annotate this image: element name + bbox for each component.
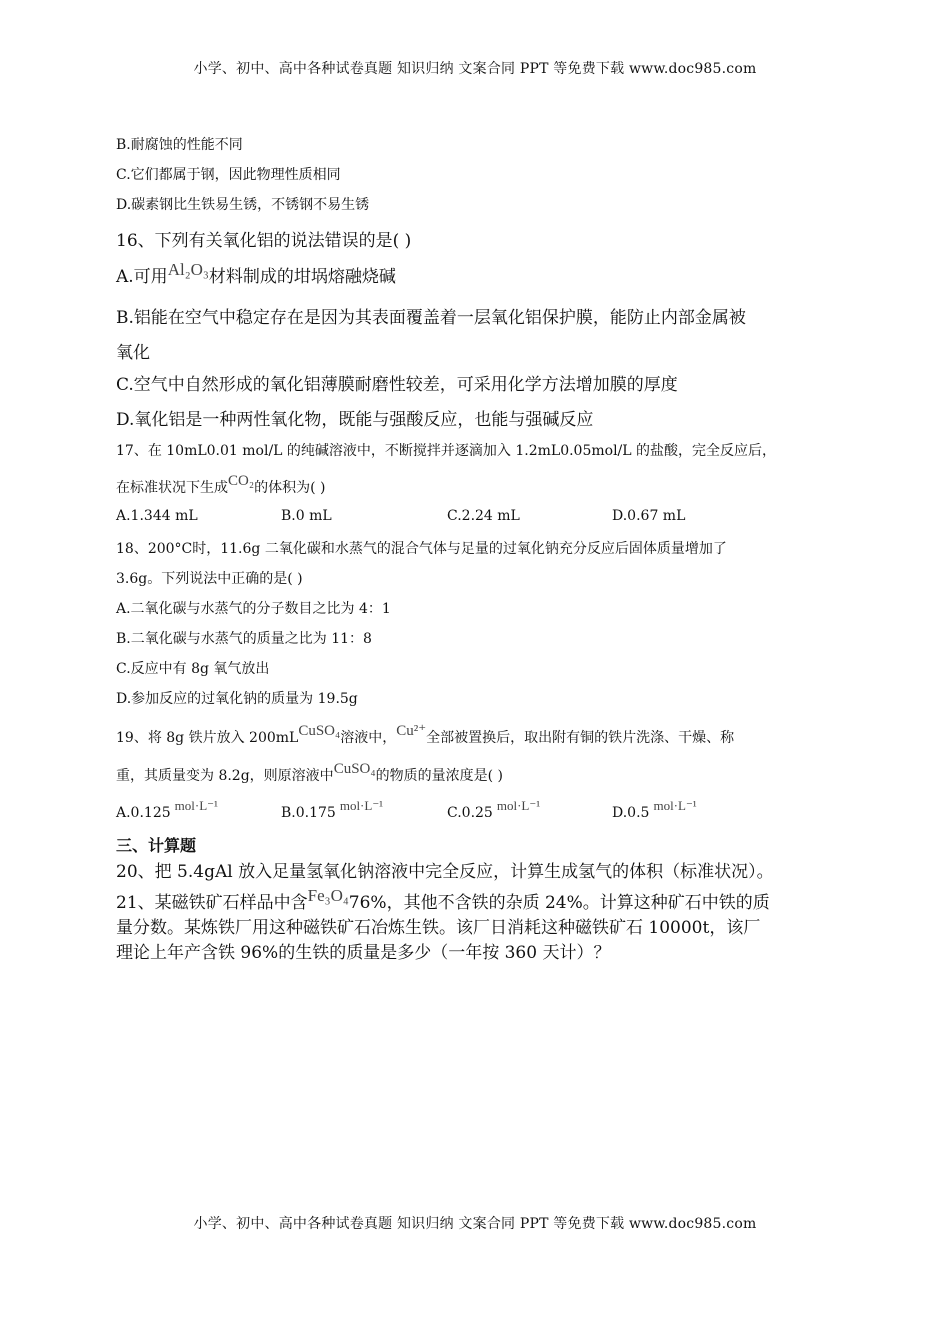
q17-option-a: A.1.344 mL bbox=[116, 508, 198, 524]
q18-option-a: A.二氧化碳与水蒸气的分子数目之比为 4：1 bbox=[116, 601, 391, 617]
q19-text-5: 的物质的量浓度是( ) bbox=[375, 768, 503, 784]
q19-option-a-value: A.0.125 bbox=[116, 805, 171, 821]
q16-option-d: D.氧化铝是一种两性氧化物，既能与强酸反应，也能与强碱反应 bbox=[116, 410, 594, 430]
q18-option-b: B.二氧化碳与水蒸气的质量之比为 11：8 bbox=[116, 631, 372, 647]
page-footer: 小学、初中、高中各种试卷真题 知识归纳 文案合同 PPT 等免费下载 www.doc985.com bbox=[193, 1216, 757, 1232]
q17-line2 bbox=[116, 473, 326, 497]
q17-option-d: D.0.67 mL bbox=[612, 508, 686, 524]
q21-text-1: 21、某磁铁矿石样品中含 bbox=[116, 893, 308, 913]
section-title-calculation: 三、计算题 bbox=[116, 836, 197, 855]
q18-option-c: C.反应中有 8g 氧气放出 bbox=[116, 661, 270, 677]
q18-line2: 3.6g。下列说法中正确的是( ) bbox=[116, 571, 303, 587]
q19-option-c bbox=[447, 798, 541, 821]
q19-unit-d: mol·L⁻¹ bbox=[653, 798, 697, 813]
q19-text-2: 溶液中， bbox=[340, 730, 397, 746]
q20-text: 20、把 5.4gAl 放入足量氢氧化钠溶液中完全反应，计算生成氢气的体积（标准状况）。 bbox=[116, 862, 774, 882]
cuso4-formula-2: CuSO₄ bbox=[333, 761, 376, 777]
q17-option-c: C.2.24 mL bbox=[447, 508, 520, 524]
q19-line2 bbox=[116, 761, 503, 785]
q17-line1: 17、在 10mL0.01 mol/L 的纯碱溶液中，不断搅拌并逐滴加入 1.2mL0.05mol/L 的盐酸，完全反应后， bbox=[116, 443, 777, 459]
al2o3-formula: Al₂O₃ bbox=[167, 260, 209, 279]
q21-line2: 量分数。某炼铁厂用这种磁铁矿石冶炼生铁。该厂日消耗这种磁铁矿石 10000t，该厂 bbox=[116, 918, 761, 938]
co2-formula: CO₂ bbox=[228, 473, 255, 489]
q19-option-c-value: C.0.25 bbox=[447, 805, 493, 821]
q19-text-4: 重，其质量变为 8.2g，则原溶液中 bbox=[116, 768, 334, 784]
q19-text-1: 19、将 8g 铁片放入 200mL bbox=[116, 730, 299, 746]
q16-option-b-line1: B.铝能在空气中稳定存在是因为其表面覆盖着一层氧化铝保护膜，能防止内部金属被 bbox=[116, 308, 746, 328]
q16-option-c: C.空气中自然形成的氧化铝薄膜耐磨性较差，可采用化学方法增加膜的厚度 bbox=[116, 375, 678, 395]
q16-option-b-line2: 氧化 bbox=[116, 343, 150, 363]
q15-option-d: D.碳素钢比生铁易生锈，不锈钢不易生锈 bbox=[116, 197, 370, 213]
q18-line1: 18、200°C时，11.6g 二氧化碳和水蒸气的混合气体与足量的过氧化钠充分反应后固体质量增加了 bbox=[116, 541, 727, 557]
q19-unit-c: mol·L⁻¹ bbox=[496, 798, 541, 813]
q19-option-b-value: B.0.175 bbox=[281, 805, 336, 821]
q17-option-b: B.0 mL bbox=[281, 508, 332, 524]
q19-unit-a: mol·L⁻¹ bbox=[174, 798, 218, 813]
q17-line2-prefix: 在标准状况下生成 bbox=[116, 480, 228, 496]
q18-option-d: D.参加反应的过氧化钠的质量为 19.5g bbox=[116, 691, 358, 707]
q19-options bbox=[0, 798, 950, 827]
q16-option-a-suffix: 材料制成的坩埚熔融烧碱 bbox=[208, 267, 396, 287]
q19-option-a bbox=[116, 798, 218, 821]
cuso4-formula: CuSO₄ bbox=[298, 723, 341, 739]
q19-option-d bbox=[612, 798, 697, 821]
cu2plus-formula: Cu²⁺ bbox=[396, 723, 427, 739]
q21-line3: 理论上年产含铁 96%的生铁的质量是多少（一年按 360 天计）？ bbox=[116, 943, 611, 963]
q15-option-b: B.耐腐蚀的性能不同 bbox=[116, 137, 243, 153]
q19-option-b bbox=[281, 798, 384, 821]
q17-line2-suffix: 的体积为( ) bbox=[254, 480, 326, 496]
q19-line1 bbox=[116, 723, 735, 747]
page-header: 小学、初中、高中各种试卷真题 知识归纳 文案合同 PPT 等免费下载 www.doc985.com bbox=[193, 61, 757, 77]
q19-option-d-value: D.0.5 bbox=[612, 805, 650, 821]
q21-line1 bbox=[116, 888, 770, 913]
q16-option-a-prefix: A.可用 bbox=[116, 267, 168, 287]
q19-unit-b: mol·L⁻¹ bbox=[339, 798, 384, 813]
q16-stem: 16、下列有关氧化铝的说法错误的是( ) bbox=[116, 231, 412, 251]
q15-option-c: C.它们都属于钢，因此物理性质相同 bbox=[116, 167, 341, 183]
q17-options bbox=[0, 508, 950, 530]
q21-text-2: 76%，其他不含铁的杂质 24%。计算这种矿石中铁的质 bbox=[348, 893, 770, 913]
q16-option-a bbox=[116, 262, 396, 287]
q19-text-3: 全部被置换后，取出附有铜的铁片洗涤、干燥、称 bbox=[426, 730, 735, 746]
fe3o4-formula: Fe₃O₄ bbox=[307, 886, 349, 905]
